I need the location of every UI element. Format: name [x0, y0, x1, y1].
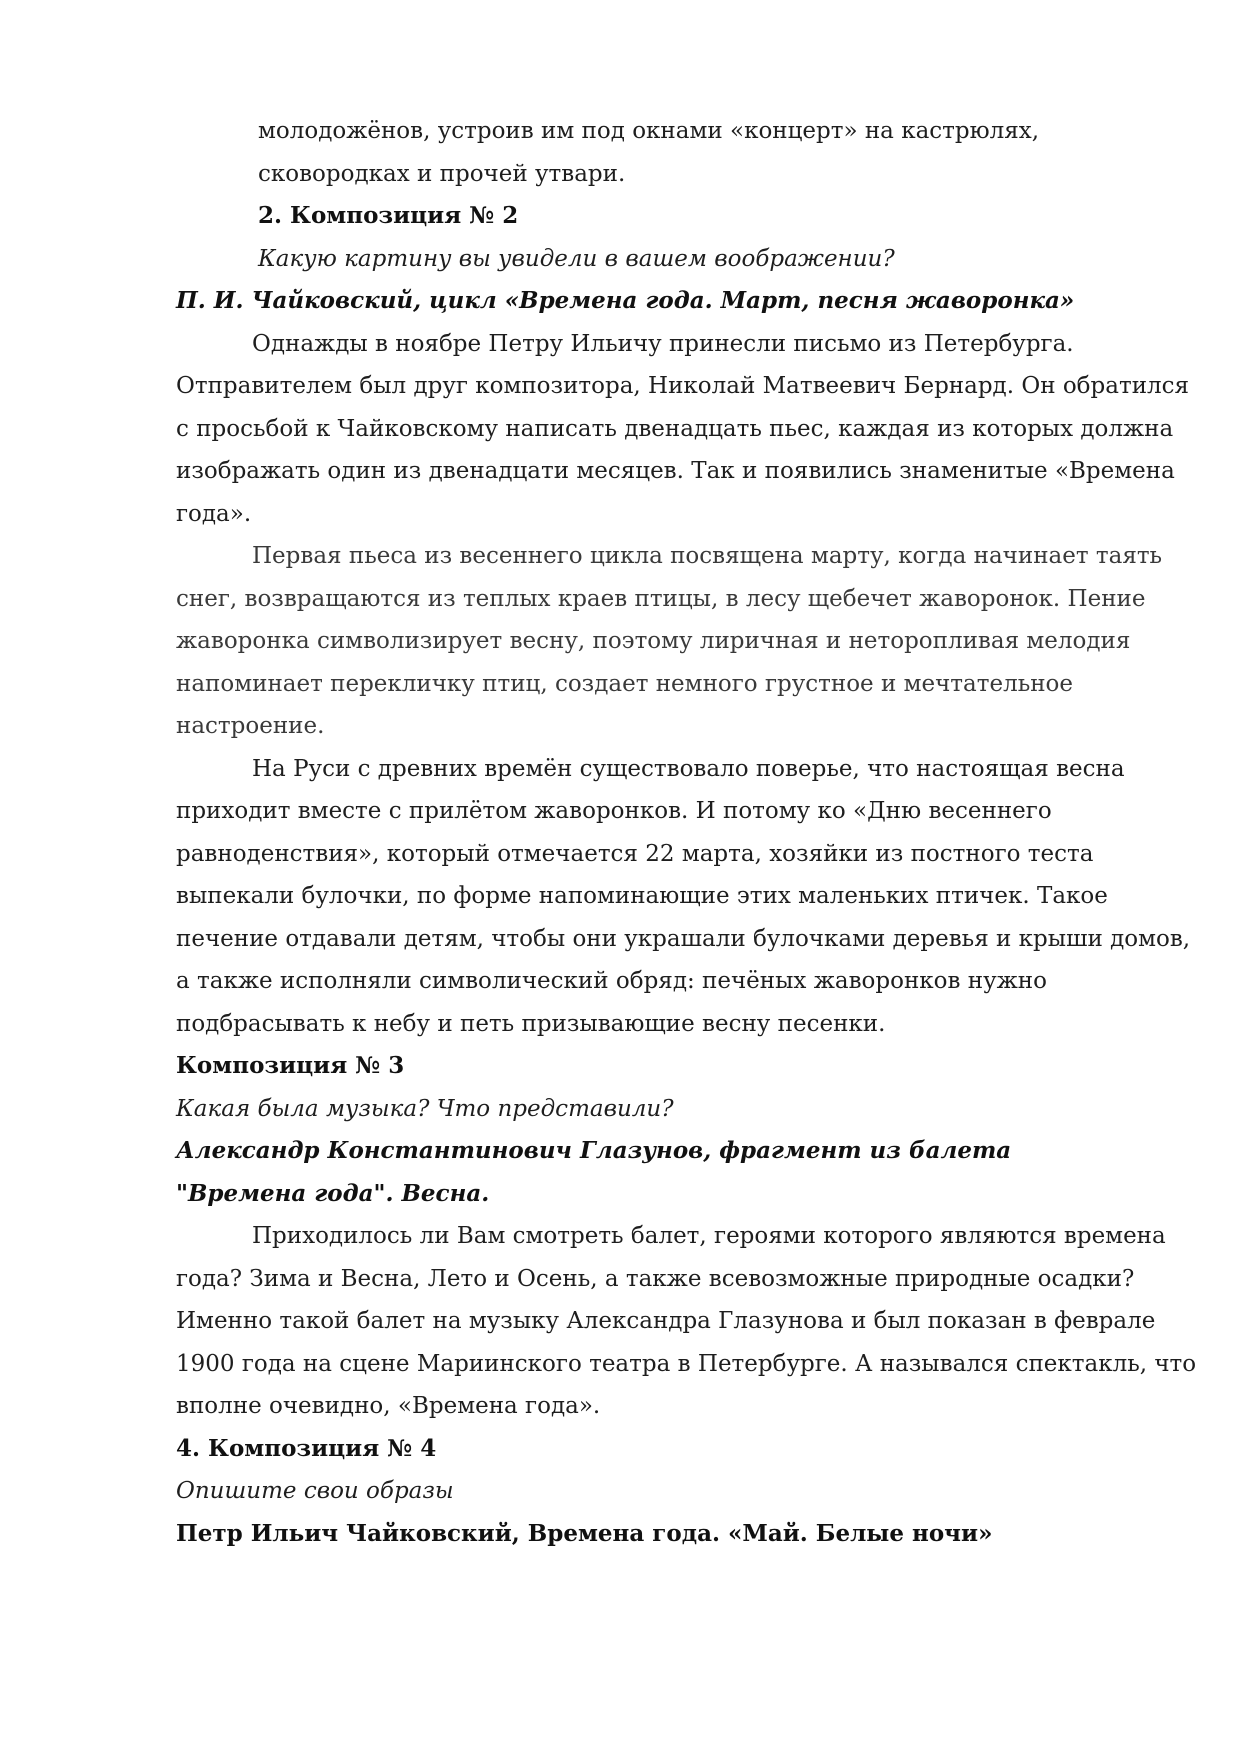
paragraph-line: На Руси с древних времён существовало поверье, что настоящая весна — [252, 755, 1125, 782]
section3-question: Какая была музыка? Что представили? — [176, 1095, 674, 1122]
paragraph-line: вполне очевидно, «Времена года». — [176, 1393, 601, 1419]
paragraph-line: Однажды в ноябре Петру Ильичу принесли письмо из Петербурга. — [252, 330, 1074, 357]
paragraph-line: выпекали булочки, по форме напоминающие этих маленьких птичек. Такое — [176, 883, 1108, 909]
paragraph-line: года? Зима и Весна, Лето и Осень, а также всевозможные природные осадки? — [176, 1265, 1135, 1292]
paragraph-line: снег, возвращаются из теплых краев птицы, в лесу щебечет жаворонок. Пение — [176, 585, 1146, 612]
paragraph-line: а также исполняли символический обряд: печёных жаворонков нужно — [176, 968, 1047, 994]
section4-title: Петр Ильич Чайковский, Времена года. «Май. Белые ночи» — [176, 1519, 993, 1547]
paragraph-line: изображать один из двенадцати месяцев. Так и появились знаменитые «Времена — [176, 458, 1175, 484]
paragraph-line: Именно такой балет на музыку Александра Глазунова и был показан в феврале — [176, 1308, 1156, 1334]
section4-question: Опишите свои образы — [176, 1478, 454, 1504]
section4-heading: 4. Композиция № 4 — [176, 1434, 437, 1462]
section3-title-line: Александр Константинович Глазунов, фрагмент из балета — [176, 1137, 1012, 1164]
section3-title-line: "Времена года". Весна. — [176, 1179, 490, 1207]
paragraph-line: 1900 года на сцене Мариинского театра в Петербурге. А назывался спектакль, что — [176, 1350, 1197, 1377]
section2-heading: 2. Композиция № 2 — [258, 202, 519, 229]
paragraph-line: жаворонка символизирует весну, поэтому лиричная и неторопливая мелодия — [176, 628, 1131, 654]
paragraph-line: подбрасывать к небу и петь призывающие весну песенки. — [176, 1010, 886, 1037]
section3-heading: Композиция № 3 — [176, 1052, 405, 1079]
paragraph-line: настроение. — [176, 713, 325, 739]
paragraph-line: приходит вместе с прилётом жаворонков. И потому ко «Дню весеннего — [176, 798, 1052, 824]
section2-paragraph-2 — [176, 535, 1161, 748]
paragraph-line: напоминает перекличку птиц, создает немного грустное и мечтательное — [176, 670, 1073, 697]
intro-paragraph — [176, 110, 1161, 280]
section2-paragraph-1 — [176, 323, 1190, 536]
section2-title: П. И. Чайковский, цикл «Времена года. Март, песня жаворонка» — [176, 287, 1075, 314]
paragraph-line: с просьбой к Чайковскому написать двенадцать пьес, каждая из которых должна — [176, 415, 1174, 442]
intro-line: молодожёнов, устроив им под окнами «концерт» на кастрюлях, — [258, 118, 1040, 144]
paragraph-line: Первая пьеса из весеннего цикла посвящена марту, когда начинает таять — [252, 543, 1163, 569]
intro-line: сковородках и прочей утвари. — [258, 160, 626, 187]
paragraph-line: Приходилось ли Вам смотреть балет, героями которого являются времена — [252, 1223, 1166, 1249]
document-content — [176, 110, 1197, 1555]
paragraph-line: Отправителем был друг композитора, Николай Матвеевич Бернард. Он обратился — [176, 373, 1190, 399]
section2-paragraph-3 — [176, 748, 1191, 1046]
section2-question: Какую картину вы увидели в вашем воображении? — [258, 245, 895, 272]
paragraph-line: равноденствия», который отмечается 22 марта, хозяйки из постного теста — [176, 840, 1094, 867]
paragraph-line: года». — [176, 500, 252, 527]
paragraph-line: печение отдавали детям, чтобы они украшали булочками деревья и крыши домов, — [176, 925, 1191, 952]
section3-paragraph — [176, 1215, 1197, 1428]
